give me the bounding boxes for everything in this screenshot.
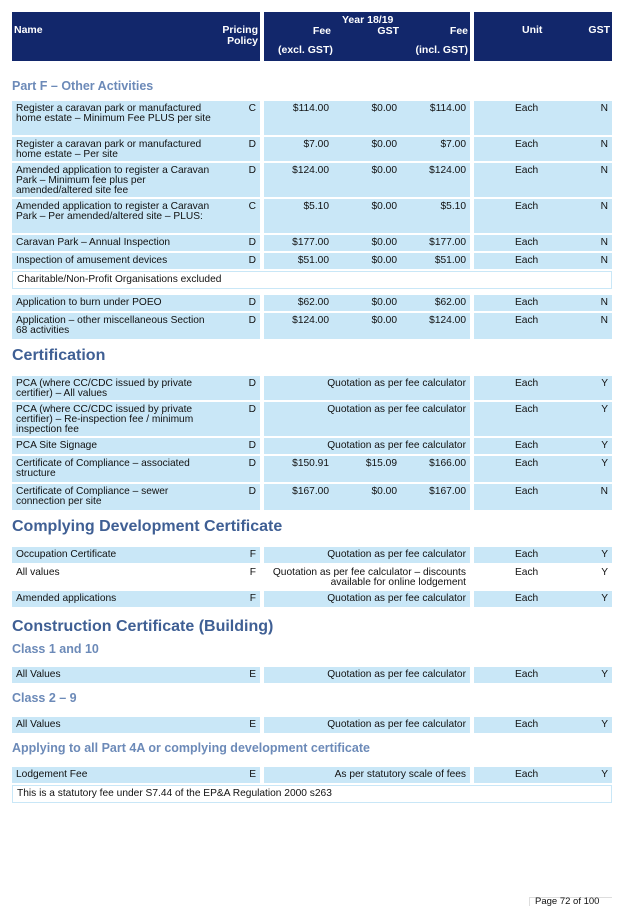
fee-excl-gst: $51.00	[297, 255, 329, 266]
gst-amount: $0.00	[371, 315, 397, 326]
gst-flag: N	[600, 315, 608, 326]
table-cell	[12, 313, 260, 339]
item-name: Certificate of Compliance – associated structure	[16, 458, 190, 479]
header-name: Name	[14, 24, 43, 36]
subheading-part-4a: Applying to all Part 4A or complying development certificate	[12, 741, 370, 755]
item-name: Occupation Certificate	[16, 549, 117, 560]
gst-amount: $0.00	[371, 201, 397, 212]
unit: Each	[515, 297, 539, 308]
header-excl-gst: (excl. GST)	[278, 44, 333, 56]
item-name: Application – other miscellaneous Section 68 activities	[16, 315, 205, 336]
gst-flag: N	[600, 201, 608, 212]
header-fee-incl: Fee	[449, 25, 468, 37]
fee-incl-gst: $177.00	[429, 237, 466, 248]
pricing-policy: F	[249, 567, 256, 578]
fee-excl-gst: $62.00	[297, 297, 329, 308]
gst-flag: N	[600, 297, 608, 308]
fee-quotation: As per statutory scale of fees	[334, 769, 466, 780]
fee-incl-gst: $166.00	[429, 458, 466, 469]
fee-excl-gst: $114.00	[292, 103, 329, 114]
gst-amount: $0.00	[371, 255, 397, 266]
table-cell	[474, 313, 612, 339]
unit: Each	[515, 165, 539, 176]
unit: Each	[515, 486, 539, 497]
table-cell	[474, 667, 612, 683]
pricing-policy: E	[249, 719, 256, 730]
item-name: PCA (where CC/CDC issued by private certifier) – Re-inspection fee / minimum inspection fee	[16, 404, 194, 435]
table-cell	[12, 767, 260, 783]
note-text: This is a statutory fee under S7.44 of the EP&A Regulation 2000 s263	[17, 788, 332, 799]
pricing-policy: D	[248, 139, 256, 150]
gst-flag: Y	[601, 404, 608, 415]
section-heading-cc: Construction Certificate (Building)	[12, 618, 274, 635]
fee-incl-gst: $124.00	[429, 165, 466, 176]
header-policy: Policy	[227, 35, 258, 47]
unit: Each	[515, 458, 539, 469]
item-name: Register a caravan park or manufactured home estate – Minimum Fee PLUS per site	[16, 103, 211, 124]
item-name: Caravan Park – Annual Inspection	[16, 237, 171, 248]
note-text: Charitable/Non-Profit Organisations excluded	[17, 274, 222, 285]
fee-quotation: Quotation as per fee calculator	[327, 549, 466, 560]
table-cell	[474, 456, 612, 482]
table-cell	[264, 376, 470, 400]
header-unit: Unit	[522, 24, 543, 36]
gst-flag: N	[600, 139, 608, 150]
table-row	[12, 295, 612, 311]
pricing-policy: D	[248, 255, 256, 266]
pricing-policy: C	[248, 103, 256, 114]
table-cell	[12, 137, 260, 161]
table-cell	[12, 235, 260, 251]
pricing-policy: E	[249, 669, 256, 680]
table-cell	[264, 484, 470, 510]
table-cell	[474, 101, 612, 135]
table-cell	[12, 456, 260, 482]
fee-incl-gst: $114.00	[429, 103, 466, 114]
table-row	[12, 767, 612, 783]
fee-incl-gst: $5.10	[440, 201, 466, 212]
item-name: Register a caravan park or manufactured home estate – Per site	[16, 139, 202, 160]
fee-excl-gst: $7.00	[303, 139, 329, 150]
unit: Each	[515, 719, 539, 730]
unit: Each	[515, 404, 539, 415]
gst-flag: Y	[601, 669, 608, 680]
item-name: All Values	[16, 719, 61, 730]
unit: Each	[515, 139, 539, 150]
table-cell	[264, 199, 470, 233]
gst-flag: Y	[601, 440, 608, 451]
table-cell	[264, 438, 470, 454]
header-incl-gst: (incl. GST)	[415, 44, 468, 56]
unit: Each	[515, 378, 539, 389]
header-unit-block	[474, 12, 612, 61]
pricing-policy: D	[248, 378, 256, 389]
table-row	[12, 547, 612, 563]
table-cell	[264, 235, 470, 251]
item-name: PCA Site Signage	[16, 440, 97, 451]
table-cell	[264, 402, 470, 436]
table-cell	[474, 163, 612, 197]
pricing-policy: E	[249, 769, 256, 780]
table-cell	[474, 438, 612, 454]
table-cell	[474, 199, 612, 233]
table-cell	[12, 253, 260, 269]
item-name: All Values	[16, 669, 61, 680]
gst-amount: $0.00	[371, 139, 397, 150]
fee-incl-gst: $7.00	[440, 139, 466, 150]
table-cell	[12, 591, 260, 607]
table-header	[12, 12, 612, 61]
table-cell	[12, 402, 260, 436]
page-number-text: Page 72 of 100	[535, 896, 600, 907]
item-name: Application to burn under POEO	[16, 297, 162, 308]
header-pricing: Pricing	[222, 24, 258, 36]
table-cell	[474, 547, 612, 563]
gst-flag: N	[600, 103, 608, 114]
table-row	[12, 402, 612, 436]
table-cell	[264, 253, 470, 269]
fee-quotation: Quotation as per fee calculator	[327, 593, 466, 604]
pricing-policy: F	[249, 593, 256, 604]
subheading-class-2: Class 2 – 9	[12, 691, 77, 705]
unit: Each	[515, 255, 539, 266]
table-cell	[474, 565, 612, 589]
item-name: Amended application to register a Caravan Park – Per amended/altered site – PLUS:	[16, 201, 210, 222]
page-number	[529, 897, 612, 906]
table-cell	[12, 565, 260, 589]
item-name: Lodgement Fee	[16, 769, 88, 780]
table-row	[12, 565, 612, 589]
table-cell	[474, 295, 612, 311]
gst-amount: $0.00	[371, 237, 397, 248]
table-row	[12, 313, 612, 339]
gst-amount: $15.09	[365, 458, 397, 469]
table-row	[12, 717, 612, 733]
gst-flag: N	[600, 165, 608, 176]
gst-flag: Y	[601, 567, 608, 578]
pricing-policy: C	[248, 201, 256, 212]
fee-excl-gst: $5.10	[303, 201, 329, 212]
pricing-policy: D	[248, 440, 256, 451]
table-cell	[264, 295, 470, 311]
pricing-policy: F	[249, 549, 256, 560]
table-cell	[264, 137, 470, 161]
item-name: Amended application to register a Caravan Park – Minimum fee plus per amended/altered site fee	[16, 165, 210, 196]
item-name: Certificate of Compliance – sewer connection per site	[16, 486, 169, 507]
table-cell	[474, 717, 612, 733]
table-cell	[264, 667, 470, 683]
unit: Each	[515, 549, 539, 560]
table-cell	[12, 376, 260, 400]
table-row	[12, 199, 612, 233]
gst-flag: N	[600, 237, 608, 248]
fee-schedule-page	[12, 12, 612, 803]
table-row	[12, 438, 612, 454]
fee-quotation: Quotation as per fee calculator – discounts available for online lodgement	[272, 567, 466, 588]
unit: Each	[515, 593, 539, 604]
fee-incl-gst: $62.00	[434, 297, 466, 308]
header-fee-block	[264, 12, 470, 61]
table-row	[12, 484, 612, 510]
table-cell	[264, 313, 470, 339]
table-cell	[264, 547, 470, 563]
pricing-policy: D	[248, 458, 256, 469]
unit: Each	[515, 201, 539, 212]
table-row	[12, 235, 612, 251]
fee-quotation: Quotation as per fee calculator	[327, 378, 466, 389]
table-cell	[12, 547, 260, 563]
table-cell	[12, 199, 260, 233]
gst-flag: Y	[601, 593, 608, 604]
gst-flag: N	[600, 486, 608, 497]
header-name-block	[12, 12, 260, 61]
pricing-policy: D	[248, 237, 256, 248]
unit: Each	[515, 315, 539, 326]
unit: Each	[515, 103, 539, 114]
note-row	[12, 271, 612, 289]
section-heading-cdc: Complying Development Certificate	[12, 518, 283, 535]
table-cell	[474, 402, 612, 436]
table-row	[12, 101, 612, 135]
pricing-policy: D	[248, 297, 256, 308]
table-cell	[264, 163, 470, 197]
fee-excl-gst: $150.91	[292, 458, 329, 469]
section-heading-certification: Certification	[12, 347, 106, 364]
pricing-policy: D	[248, 165, 256, 176]
gst-flag: Y	[601, 769, 608, 780]
subheading-class-1: Class 1 and 10	[12, 642, 99, 656]
table-cell	[12, 163, 260, 197]
table-cell	[12, 438, 260, 454]
table-row	[12, 137, 612, 161]
table-row	[12, 253, 612, 269]
table-cell	[264, 767, 470, 783]
fee-excl-gst: $124.00	[292, 315, 329, 326]
gst-flag: Y	[601, 458, 608, 469]
gst-amount: $0.00	[371, 165, 397, 176]
table-cell	[474, 767, 612, 783]
table-cell	[12, 101, 260, 135]
item-name: Inspection of amusement devices	[16, 255, 168, 266]
table-row	[12, 667, 612, 683]
table-cell	[264, 591, 470, 607]
fee-excl-gst: $177.00	[292, 237, 329, 248]
unit: Each	[515, 440, 539, 451]
header-gst-flag: GST	[588, 24, 610, 36]
item-name: Amended applications	[16, 593, 117, 604]
item-name: PCA (where CC/CDC issued by private certifier) – All values	[16, 378, 193, 399]
table-cell	[474, 253, 612, 269]
header-fee-excl: Fee	[312, 25, 331, 37]
fee-quotation: Quotation as per fee calculator	[327, 719, 466, 730]
gst-flag: N	[600, 255, 608, 266]
header-gst: GST	[377, 25, 399, 37]
table-cell	[12, 484, 260, 510]
unit: Each	[515, 669, 539, 680]
gst-flag: Y	[601, 378, 608, 389]
fee-excl-gst: $124.00	[292, 165, 329, 176]
unit: Each	[515, 567, 539, 578]
gst-flag: Y	[601, 719, 608, 730]
table-cell	[12, 717, 260, 733]
table-cell	[264, 717, 470, 733]
pricing-policy: D	[248, 404, 256, 415]
table-cell	[474, 137, 612, 161]
gst-amount: $0.00	[371, 486, 397, 497]
table-cell	[12, 667, 260, 683]
table-cell	[474, 591, 612, 607]
section-heading-part-f: Part F – Other Activities	[12, 79, 154, 93]
table-row	[12, 163, 612, 197]
table-row	[12, 591, 612, 607]
fee-incl-gst: $51.00	[434, 255, 466, 266]
gst-amount: $0.00	[371, 297, 397, 308]
table-cell	[12, 295, 260, 311]
fee-quotation: Quotation as per fee calculator	[327, 669, 466, 680]
table-cell	[264, 101, 470, 135]
header-year: Year 18/19	[342, 14, 394, 26]
table-cell	[474, 484, 612, 510]
pricing-policy: D	[248, 486, 256, 497]
table-cell	[474, 235, 612, 251]
unit: Each	[515, 769, 539, 780]
note-row	[12, 785, 612, 803]
table-cell	[474, 376, 612, 400]
gst-amount: $0.00	[371, 103, 397, 114]
table-row	[12, 376, 612, 400]
pricing-policy: D	[248, 315, 256, 326]
table-cell	[264, 565, 470, 589]
fee-excl-gst: $167.00	[292, 486, 329, 497]
fee-incl-gst: $167.00	[429, 486, 466, 497]
fee-incl-gst: $124.00	[429, 315, 466, 326]
item-name: All values	[16, 567, 60, 578]
table-cell	[264, 456, 470, 482]
table-row	[12, 456, 612, 482]
unit: Each	[515, 237, 539, 248]
fee-quotation: Quotation as per fee calculator	[327, 404, 466, 415]
fee-quotation: Quotation as per fee calculator	[327, 440, 466, 451]
gst-flag: Y	[601, 549, 608, 560]
